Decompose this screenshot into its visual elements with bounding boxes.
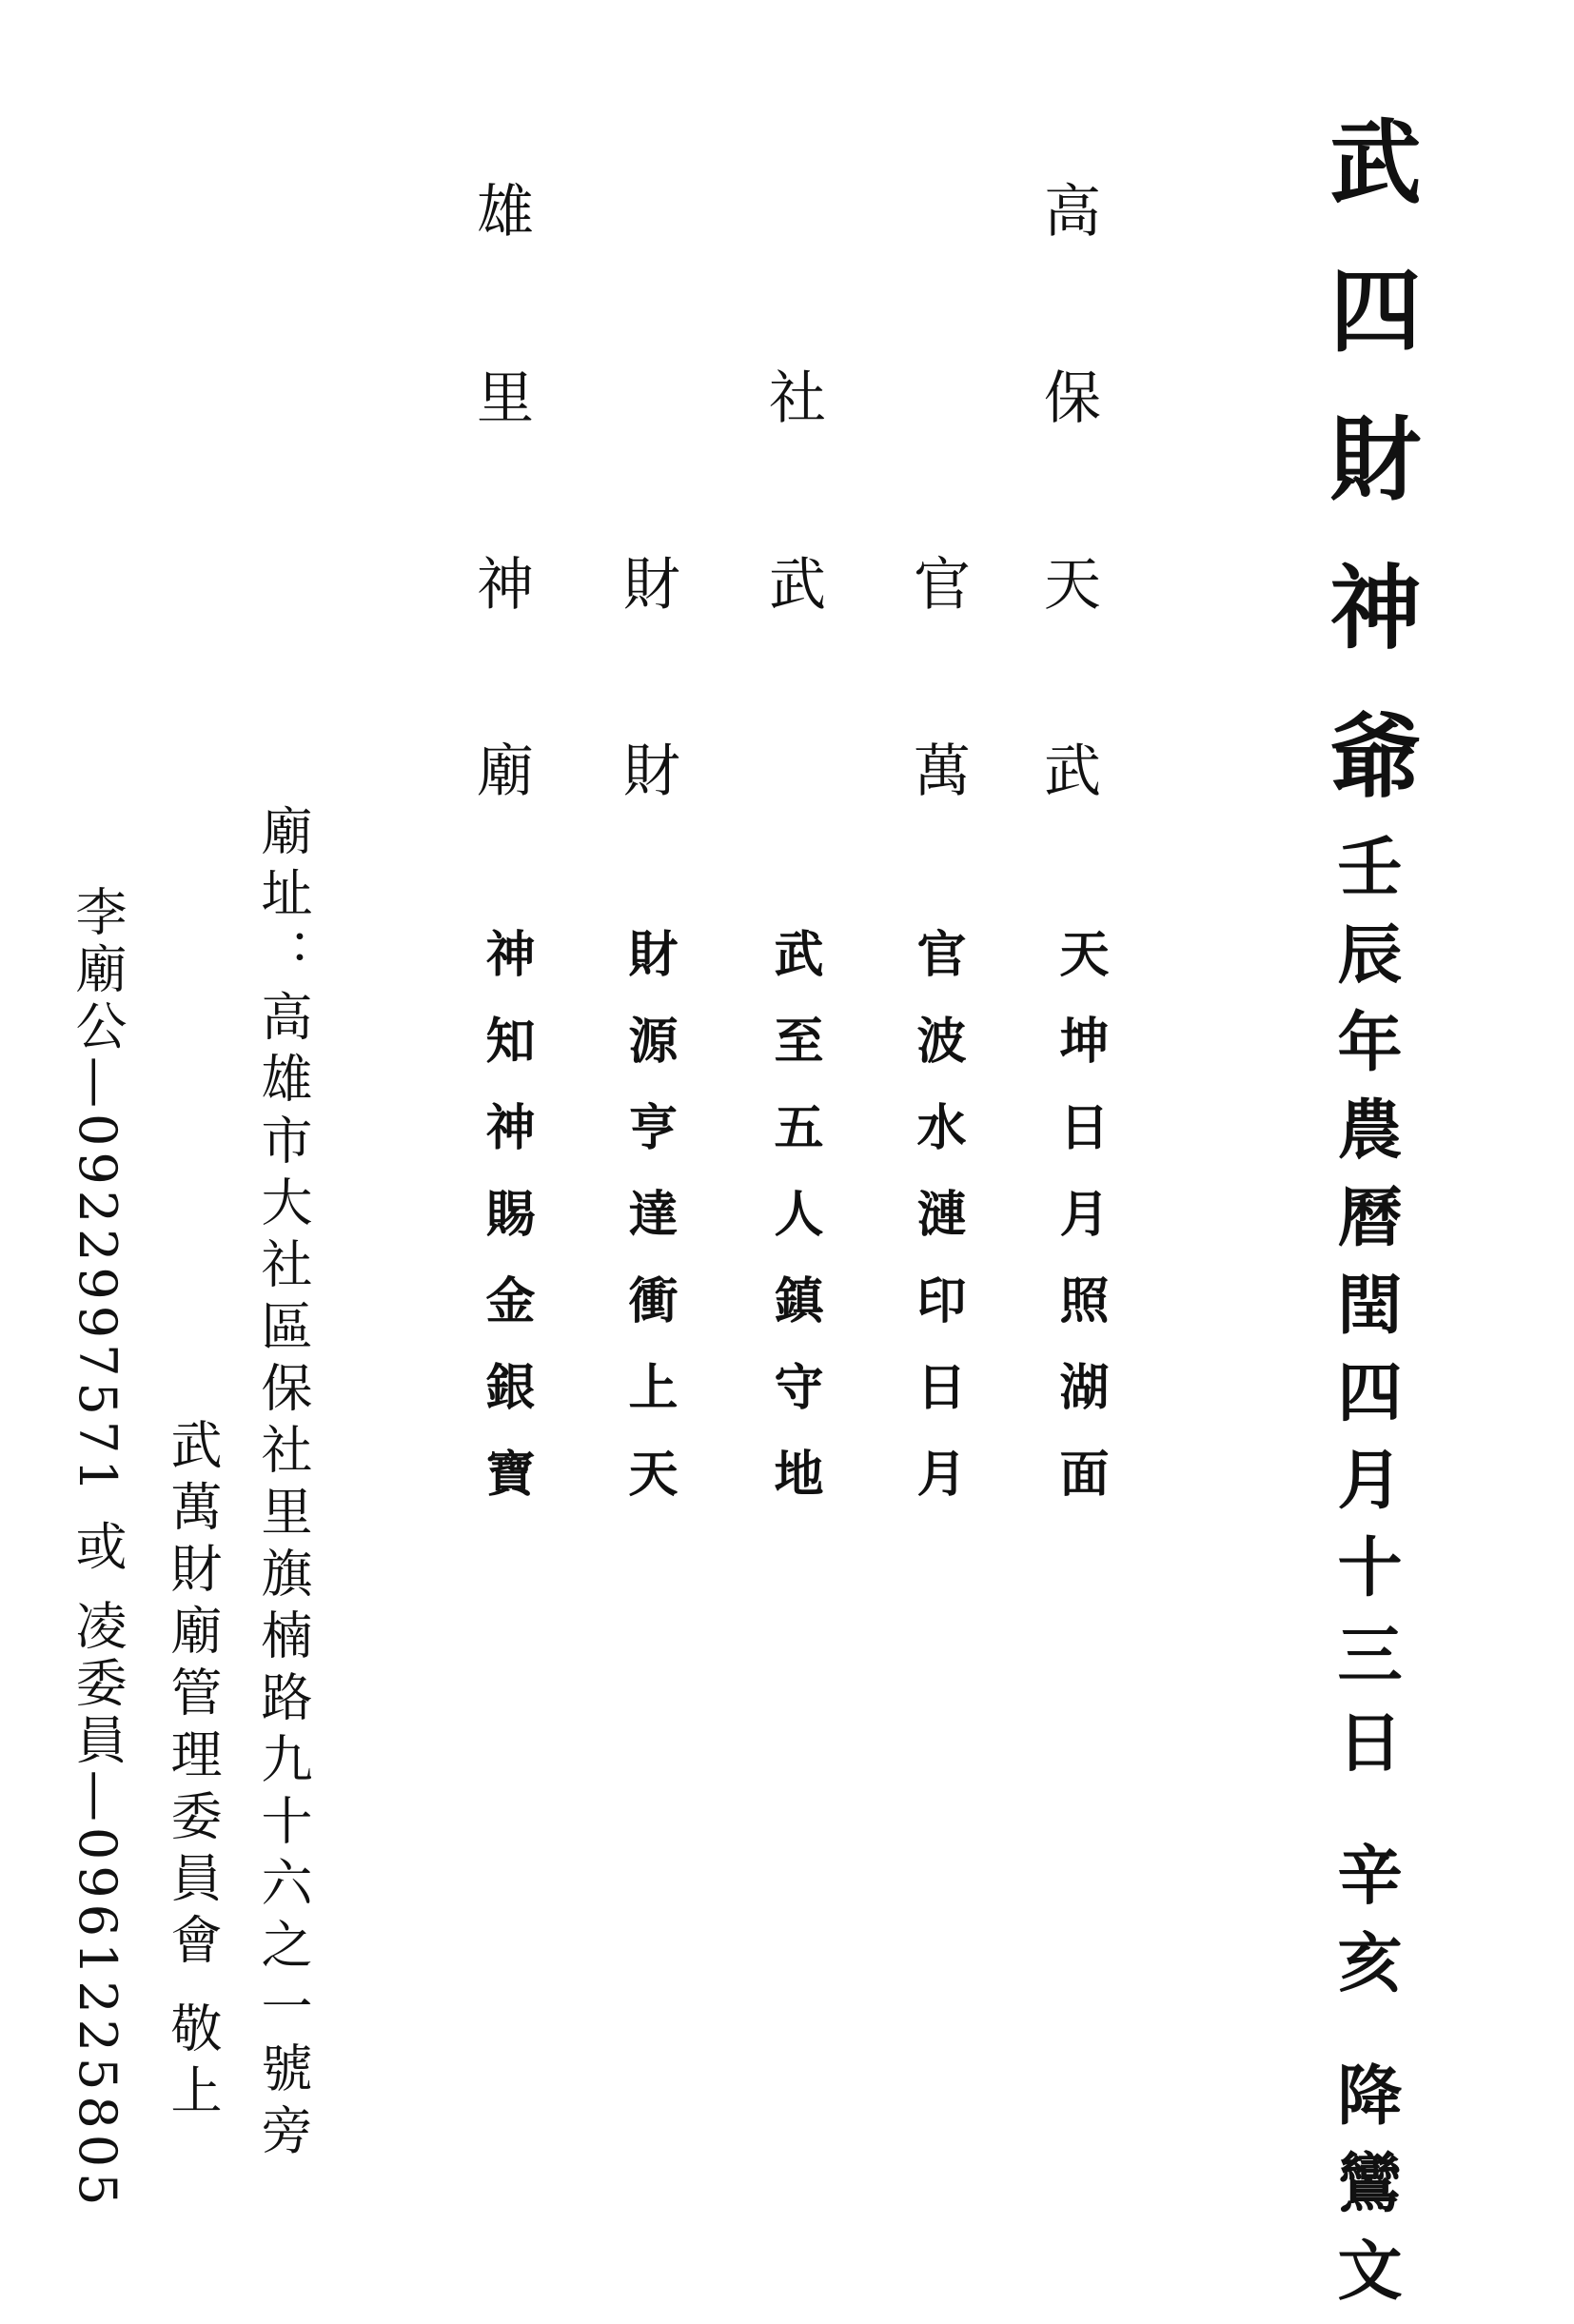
contact-info: 李廟公—0922997571 或 凌委員—0961225805: [68, 885, 128, 2212]
poem-top-line-4: 財財: [614, 554, 680, 927]
poem-top-line-2: 官萬: [904, 554, 971, 927]
poem-top-line-1: 高保天武: [1034, 181, 1101, 927]
poem-top-line-3: 社武: [759, 367, 826, 740]
poem-bottom-line-2: 官波水漣印日月: [908, 928, 966, 1534]
date-line: 壬辰年農曆閏四月十三日 辛亥 降鸞文: [1327, 833, 1403, 2324]
poem-bottom-line-4: 財源亨達衝上天: [620, 928, 678, 1534]
committee-signature: 武萬財廟管理委員會 敬上: [163, 1418, 223, 2126]
poem-top-line-5: 雄里神廟: [467, 181, 534, 927]
poem-bottom-line-3: 武至五人鎮守地: [765, 928, 823, 1534]
page-title: 武四財神爺: [1315, 114, 1423, 857]
poem-bottom-line-1: 天坤日月照湖面: [1051, 928, 1109, 1534]
poem-bottom-line-5: 神知神賜金銀寶: [477, 928, 535, 1534]
temple-address: 廟址：高雄市大社區保社里旗楠路九十六之一號旁: [253, 804, 313, 2165]
